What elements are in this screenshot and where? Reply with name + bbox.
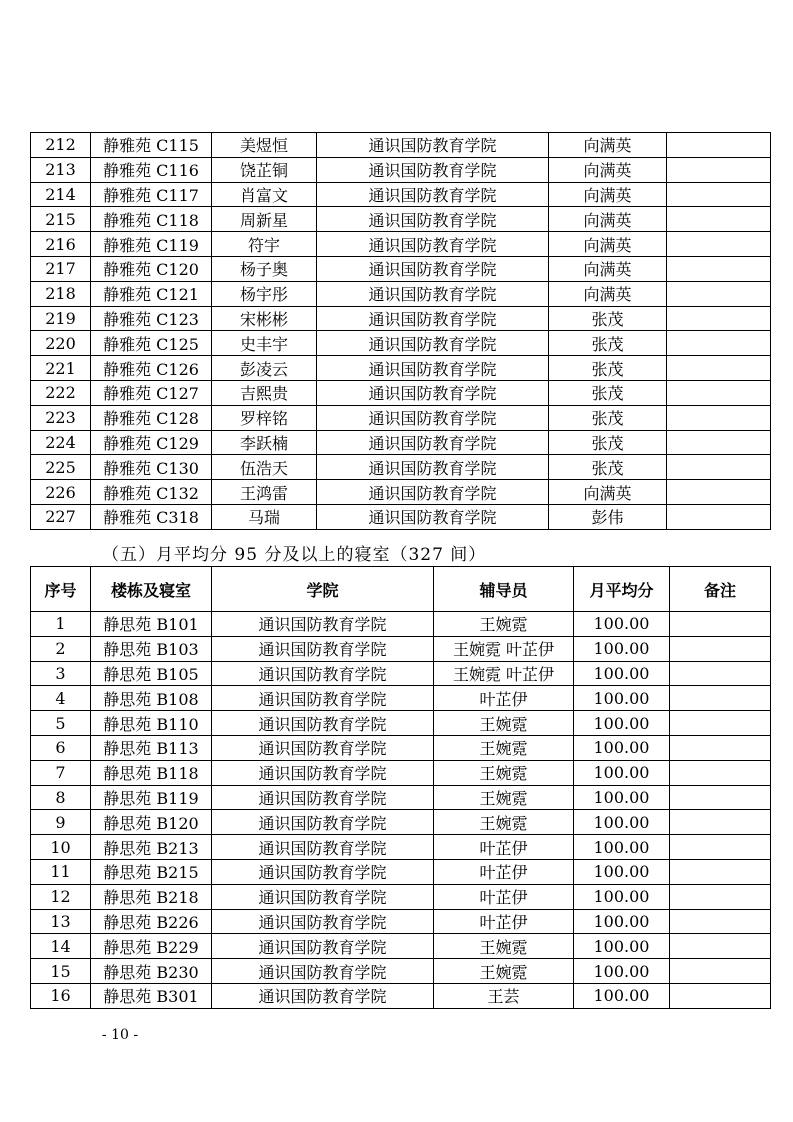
cell-note	[667, 430, 771, 455]
cell-college: 通识国防教育学院	[317, 182, 549, 207]
table-row	[31, 380, 771, 405]
cell-room: 静雅苑 C120	[91, 256, 212, 281]
header-score: 月平均分	[574, 567, 670, 612]
table-row	[31, 711, 771, 736]
header-college: 学院	[212, 567, 434, 612]
cell-college: 通识国防教育学院	[317, 207, 549, 232]
cell-college: 通识国防教育学院	[212, 785, 434, 810]
cell-no: 220	[31, 331, 91, 356]
cell-counselor: 王婉霓	[434, 735, 574, 760]
cell-college: 通识国防教育学院	[317, 331, 549, 356]
cell-score: 100.00	[574, 785, 670, 810]
cell-college: 通识国防教育学院	[212, 711, 434, 736]
cell-counselor: 张茂	[549, 405, 667, 430]
cell-room: 静思苑 B301	[91, 983, 212, 1008]
cell-no: 2	[31, 636, 91, 661]
cell-note	[667, 306, 771, 331]
cell-room: 静雅苑 C132	[91, 480, 212, 505]
table-header-row	[31, 567, 771, 612]
table-row	[31, 157, 771, 182]
cell-college: 通识国防教育学院	[212, 686, 434, 711]
cell-no: 9	[31, 810, 91, 835]
cell-counselor: 叶芷伊	[434, 835, 574, 860]
cell-room: 静思苑 B108	[91, 686, 212, 711]
cell-name: 伍浩天	[212, 455, 317, 480]
cell-counselor: 向满英	[549, 480, 667, 505]
cell-college: 通识国防教育学院	[212, 934, 434, 959]
cell-score: 100.00	[574, 909, 670, 934]
cell-no: 215	[31, 207, 91, 232]
cell-name: 周新星	[212, 207, 317, 232]
cell-no: 218	[31, 281, 91, 306]
cell-no: 13	[31, 909, 91, 934]
cell-room: 静思苑 B218	[91, 884, 212, 909]
cell-no: 10	[31, 835, 91, 860]
table-row	[31, 504, 771, 529]
cell-no: 214	[31, 182, 91, 207]
cell-counselor: 叶芷伊	[434, 884, 574, 909]
cell-counselor: 叶芷伊	[434, 909, 574, 934]
cell-note	[670, 636, 771, 661]
cell-note	[670, 686, 771, 711]
table-row	[31, 612, 771, 637]
cell-note	[667, 157, 771, 182]
table-row	[31, 983, 771, 1008]
cell-score: 100.00	[574, 859, 670, 884]
cell-room: 静思苑 B103	[91, 636, 212, 661]
cell-room: 静雅苑 C127	[91, 380, 212, 405]
cell-note	[667, 504, 771, 529]
cell-college: 通识国防教育学院	[212, 983, 434, 1008]
cell-room: 静雅苑 C318	[91, 504, 212, 529]
cell-counselor: 王婉霓	[434, 785, 574, 810]
table-row	[31, 636, 771, 661]
cell-no: 15	[31, 959, 91, 984]
cell-no: 14	[31, 934, 91, 959]
cell-note	[670, 909, 771, 934]
cell-no: 1	[31, 612, 91, 637]
table-row	[31, 661, 771, 686]
cell-note	[670, 959, 771, 984]
header-no: 序号	[31, 567, 91, 612]
cell-note	[670, 934, 771, 959]
cell-room: 静思苑 B229	[91, 934, 212, 959]
cell-note	[667, 405, 771, 430]
cell-score: 100.00	[574, 934, 670, 959]
dorm-score-table-body	[31, 612, 771, 1009]
cell-room: 静思苑 B105	[91, 661, 212, 686]
cell-college: 通识国防教育学院	[317, 380, 549, 405]
cell-note	[670, 612, 771, 637]
cell-room: 静雅苑 C117	[91, 182, 212, 207]
cell-college: 通识国防教育学院	[317, 232, 549, 257]
cell-college: 通识国防教育学院	[317, 306, 549, 331]
cell-name: 史丰宇	[212, 331, 317, 356]
cell-name: 杨子奥	[212, 256, 317, 281]
cell-college: 通识国防教育学院	[317, 281, 549, 306]
cell-no: 216	[31, 232, 91, 257]
table-row	[31, 735, 771, 760]
cell-note	[667, 232, 771, 257]
cell-note	[667, 133, 771, 158]
cell-note	[670, 711, 771, 736]
cell-room: 静思苑 B213	[91, 835, 212, 860]
cell-no: 212	[31, 133, 91, 158]
cell-college: 通识国防教育学院	[212, 760, 434, 785]
cell-counselor: 张茂	[549, 306, 667, 331]
cell-room: 静思苑 B120	[91, 810, 212, 835]
dorm-table-continued	[30, 132, 771, 530]
table-row	[31, 256, 771, 281]
cell-name: 罗梓铭	[212, 405, 317, 430]
cell-counselor: 王婉霓 叶芷伊	[434, 661, 574, 686]
cell-no: 217	[31, 256, 91, 281]
cell-note	[670, 810, 771, 835]
cell-name: 马瑞	[212, 504, 317, 529]
cell-room: 静雅苑 C130	[91, 455, 212, 480]
cell-counselor: 王芸	[434, 983, 574, 1008]
cell-score: 100.00	[574, 661, 670, 686]
cell-note	[670, 760, 771, 785]
cell-note	[670, 835, 771, 860]
cell-counselor: 张茂	[549, 331, 667, 356]
cell-no: 7	[31, 760, 91, 785]
cell-room: 静思苑 B101	[91, 612, 212, 637]
cell-name: 宋彬彬	[212, 306, 317, 331]
cell-no: 222	[31, 380, 91, 405]
cell-score: 100.00	[574, 959, 670, 984]
page-number: - 10 -	[101, 1027, 139, 1043]
cell-note	[670, 983, 771, 1008]
cell-room: 静雅苑 C123	[91, 306, 212, 331]
cell-counselor: 王婉霓 叶芷伊	[434, 636, 574, 661]
cell-name: 肖富文	[212, 182, 317, 207]
cell-room: 静思苑 B215	[91, 859, 212, 884]
cell-no: 8	[31, 785, 91, 810]
cell-score: 100.00	[574, 760, 670, 785]
cell-score: 100.00	[574, 612, 670, 637]
cell-counselor: 向满英	[549, 256, 667, 281]
cell-college: 通识国防教育学院	[317, 480, 549, 505]
table-row	[31, 859, 771, 884]
section-heading: （五）月平均分 95 分及以上的寝室（327 间）	[102, 545, 487, 565]
cell-room: 静思苑 B119	[91, 785, 212, 810]
cell-counselor: 张茂	[549, 455, 667, 480]
cell-score: 100.00	[574, 711, 670, 736]
cell-room: 静思苑 B226	[91, 909, 212, 934]
cell-note	[667, 380, 771, 405]
cell-no: 219	[31, 306, 91, 331]
header-note: 备注	[670, 567, 771, 612]
table-row	[31, 686, 771, 711]
cell-counselor: 向满英	[549, 157, 667, 182]
cell-no: 5	[31, 711, 91, 736]
table-row	[31, 281, 771, 306]
cell-no: 4	[31, 686, 91, 711]
cell-no: 213	[31, 157, 91, 182]
cell-room: 静思苑 B230	[91, 959, 212, 984]
cell-counselor: 王婉霓	[434, 612, 574, 637]
cell-note	[670, 859, 771, 884]
cell-counselor: 向满英	[549, 207, 667, 232]
cell-score: 100.00	[574, 835, 670, 860]
cell-name: 吉熙贵	[212, 380, 317, 405]
cell-name: 王鸿雷	[212, 480, 317, 505]
cell-score: 100.00	[574, 686, 670, 711]
cell-college: 通识国防教育学院	[212, 810, 434, 835]
cell-college: 通识国防教育学院	[212, 661, 434, 686]
cell-note	[670, 884, 771, 909]
table-row	[31, 959, 771, 984]
cell-room: 静雅苑 C125	[91, 331, 212, 356]
cell-note	[667, 281, 771, 306]
cell-counselor: 彭伟	[549, 504, 667, 529]
cell-name: 符宇	[212, 232, 317, 257]
table-row	[31, 455, 771, 480]
cell-name: 李跃楠	[212, 430, 317, 455]
cell-college: 通识国防教育学院	[212, 735, 434, 760]
cell-room: 静雅苑 C129	[91, 430, 212, 455]
cell-counselor: 向满英	[549, 182, 667, 207]
cell-note	[670, 661, 771, 686]
cell-no: 3	[31, 661, 91, 686]
cell-college: 通识国防教育学院	[317, 356, 549, 381]
table-row	[31, 480, 771, 505]
cell-no: 225	[31, 455, 91, 480]
cell-college: 通识国防教育学院	[212, 859, 434, 884]
table-row	[31, 182, 771, 207]
cell-note	[670, 735, 771, 760]
cell-score: 100.00	[574, 735, 670, 760]
cell-note	[667, 480, 771, 505]
table-row	[31, 810, 771, 835]
table-row	[31, 207, 771, 232]
header-room: 楼栋及寝室	[91, 567, 212, 612]
cell-counselor: 向满英	[549, 281, 667, 306]
cell-note	[667, 455, 771, 480]
dorm-table-continued-body	[31, 133, 771, 530]
cell-name: 饶芷铜	[212, 157, 317, 182]
table-row	[31, 884, 771, 909]
cell-counselor: 叶芷伊	[434, 686, 574, 711]
table-row	[31, 835, 771, 860]
cell-room: 静雅苑 C115	[91, 133, 212, 158]
cell-college: 通识国防教育学院	[317, 504, 549, 529]
cell-no: 224	[31, 430, 91, 455]
cell-counselor: 张茂	[549, 430, 667, 455]
cell-counselor: 向满英	[549, 133, 667, 158]
cell-counselor: 王婉霓	[434, 760, 574, 785]
cell-room: 静雅苑 C128	[91, 405, 212, 430]
cell-no: 226	[31, 480, 91, 505]
table-row	[31, 133, 771, 158]
cell-college: 通识国防教育学院	[212, 909, 434, 934]
cell-room: 静雅苑 C118	[91, 207, 212, 232]
cell-room: 静雅苑 C116	[91, 157, 212, 182]
cell-college: 通识国防教育学院	[212, 959, 434, 984]
table-row	[31, 760, 771, 785]
cell-no: 223	[31, 405, 91, 430]
cell-score: 100.00	[574, 884, 670, 909]
table-row	[31, 356, 771, 381]
cell-score: 100.00	[574, 810, 670, 835]
cell-note	[667, 207, 771, 232]
cell-counselor: 张茂	[549, 380, 667, 405]
table-row	[31, 934, 771, 959]
table-row	[31, 232, 771, 257]
table-row	[31, 909, 771, 934]
cell-counselor: 王婉霓	[434, 810, 574, 835]
header-counselor: 辅导员	[434, 567, 574, 612]
cell-college: 通识国防教育学院	[212, 612, 434, 637]
cell-room: 静雅苑 C119	[91, 232, 212, 257]
cell-name: 彭凌云	[212, 356, 317, 381]
cell-counselor: 叶芷伊	[434, 859, 574, 884]
cell-college: 通识国防教育学院	[317, 430, 549, 455]
dorm-score-table	[30, 566, 771, 1009]
cell-counselor: 王婉霓	[434, 934, 574, 959]
cell-note	[667, 182, 771, 207]
cell-no: 11	[31, 859, 91, 884]
cell-name: 美煜恒	[212, 133, 317, 158]
cell-no: 16	[31, 983, 91, 1008]
cell-no: 6	[31, 735, 91, 760]
cell-college: 通识国防教育学院	[317, 256, 549, 281]
cell-room: 静思苑 B118	[91, 760, 212, 785]
cell-no: 227	[31, 504, 91, 529]
cell-counselor: 王婉霓	[434, 959, 574, 984]
table-row	[31, 785, 771, 810]
cell-room: 静雅苑 C126	[91, 356, 212, 381]
cell-college: 通识国防教育学院	[317, 133, 549, 158]
cell-counselor: 王婉霓	[434, 711, 574, 736]
cell-note	[667, 331, 771, 356]
cell-no: 221	[31, 356, 91, 381]
cell-room: 静思苑 B110	[91, 711, 212, 736]
table-row	[31, 430, 771, 455]
cell-note	[667, 256, 771, 281]
table-row	[31, 331, 771, 356]
cell-college: 通识国防教育学院	[212, 835, 434, 860]
cell-college: 通识国防教育学院	[317, 405, 549, 430]
table-row	[31, 405, 771, 430]
cell-score: 100.00	[574, 636, 670, 661]
cell-counselor: 向满英	[549, 232, 667, 257]
cell-note	[670, 785, 771, 810]
cell-no: 12	[31, 884, 91, 909]
cell-college: 通识国防教育学院	[317, 455, 549, 480]
cell-room: 静思苑 B113	[91, 735, 212, 760]
cell-college: 通识国防教育学院	[212, 884, 434, 909]
cell-name: 杨宇彤	[212, 281, 317, 306]
cell-college: 通识国防教育学院	[212, 636, 434, 661]
cell-room: 静雅苑 C121	[91, 281, 212, 306]
cell-counselor: 张茂	[549, 356, 667, 381]
cell-note	[667, 356, 771, 381]
cell-score: 100.00	[574, 983, 670, 1008]
cell-college: 通识国防教育学院	[317, 157, 549, 182]
table-row	[31, 306, 771, 331]
